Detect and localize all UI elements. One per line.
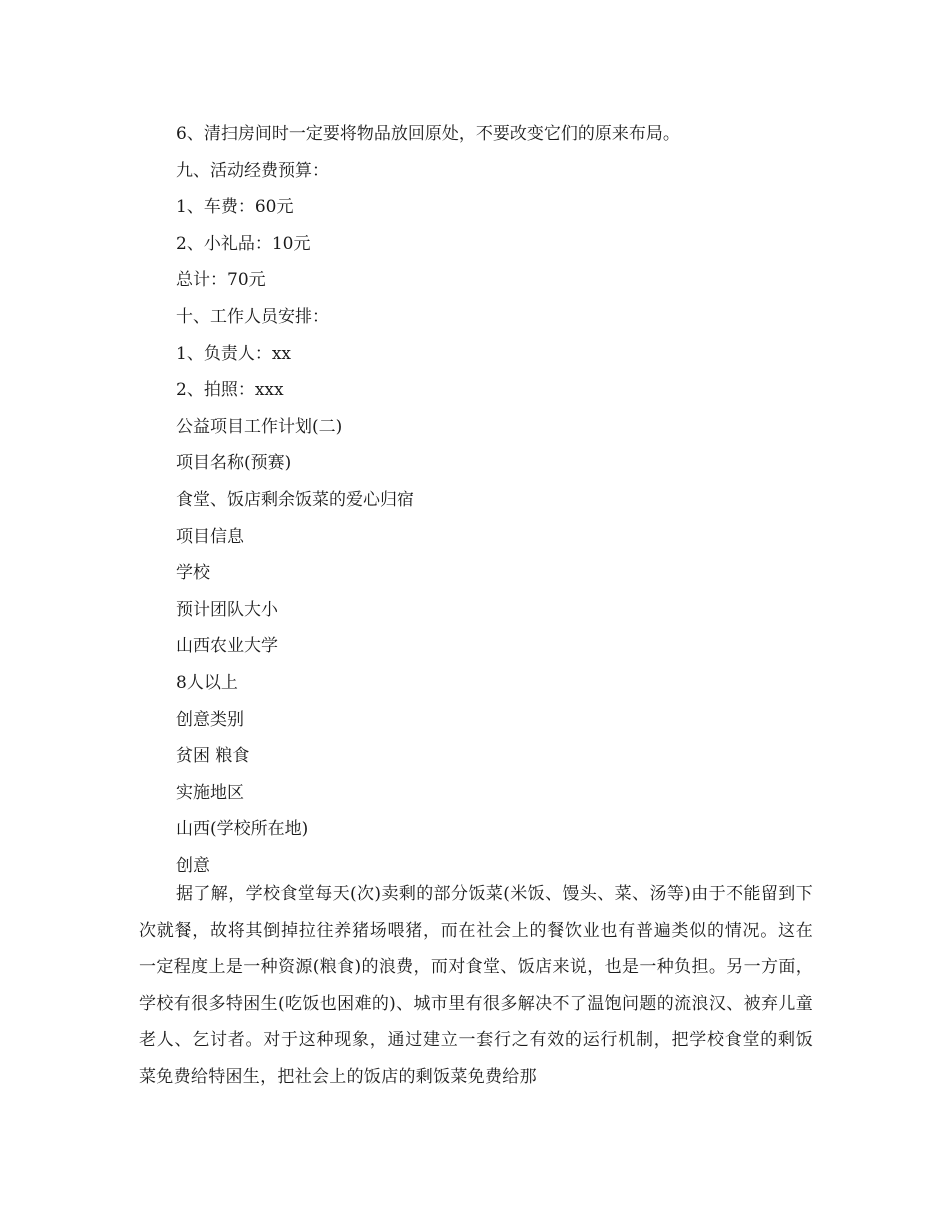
text-line: 贫困 粮食 <box>176 746 250 767</box>
text-line: 食堂、饭店剩余饭菜的爱心归宿 <box>176 489 414 510</box>
text-line: 预计团队大小 <box>176 599 278 620</box>
text-line: 项目名称(预赛) <box>176 453 292 474</box>
text-line: 创意类别 <box>176 709 244 730</box>
text-line: 项目信息 <box>176 526 244 547</box>
text-line: 6、清扫房间时一定要将物品放回原处，不要改变它们的原来布局。 <box>176 124 680 144</box>
text-line: 2、小礼品：10元 <box>176 233 311 254</box>
text-line: 山西(学校所在地) <box>176 819 309 840</box>
document-lines <box>176 116 816 884</box>
text-line: 1、车费：60元 <box>176 197 294 218</box>
text-line: 总计：70元 <box>176 270 266 291</box>
text-line: 山西农业大学 <box>176 636 278 657</box>
text-line: 创意 <box>176 855 210 876</box>
text-line: 学校 <box>176 563 210 584</box>
section-heading: 九、活动经费预算： <box>176 160 329 181</box>
text-line: 8人以上 <box>176 672 238 693</box>
section-heading: 十、工作人员安排： <box>176 306 329 327</box>
text-line: 1、负责人：xx <box>176 343 291 364</box>
text-line: 实施地区 <box>176 782 244 803</box>
text-line: 2、拍照：xxx <box>176 380 284 401</box>
document-title: 公益项目工作计划(二) <box>176 416 343 437</box>
body-paragraph: 据了解，学校食堂每天(次)卖剩的部分饭菜(米饭、馒头、菜、汤等)由于不能留到下次就餐，故将其倒掉拉往养猪场喂猪，而在社会上的餐饮业也有普遍类似的情况。这在一定程度上是一种资源(粮食)的浪费，而对食堂、饭店来说，也是一种负担。另一方面，学校有很多特困生(吃饭也困难的)、城市里有很多解决不了温饱问题的流浪汉、被弃儿童老人、乞讨者。对于这种现象，通过建立一套行之有效的运行机制，把学校食堂的剩饭菜免费给特困生，把社会上的饭店的剩饭菜免费给那 <box>139 884 813 1087</box>
